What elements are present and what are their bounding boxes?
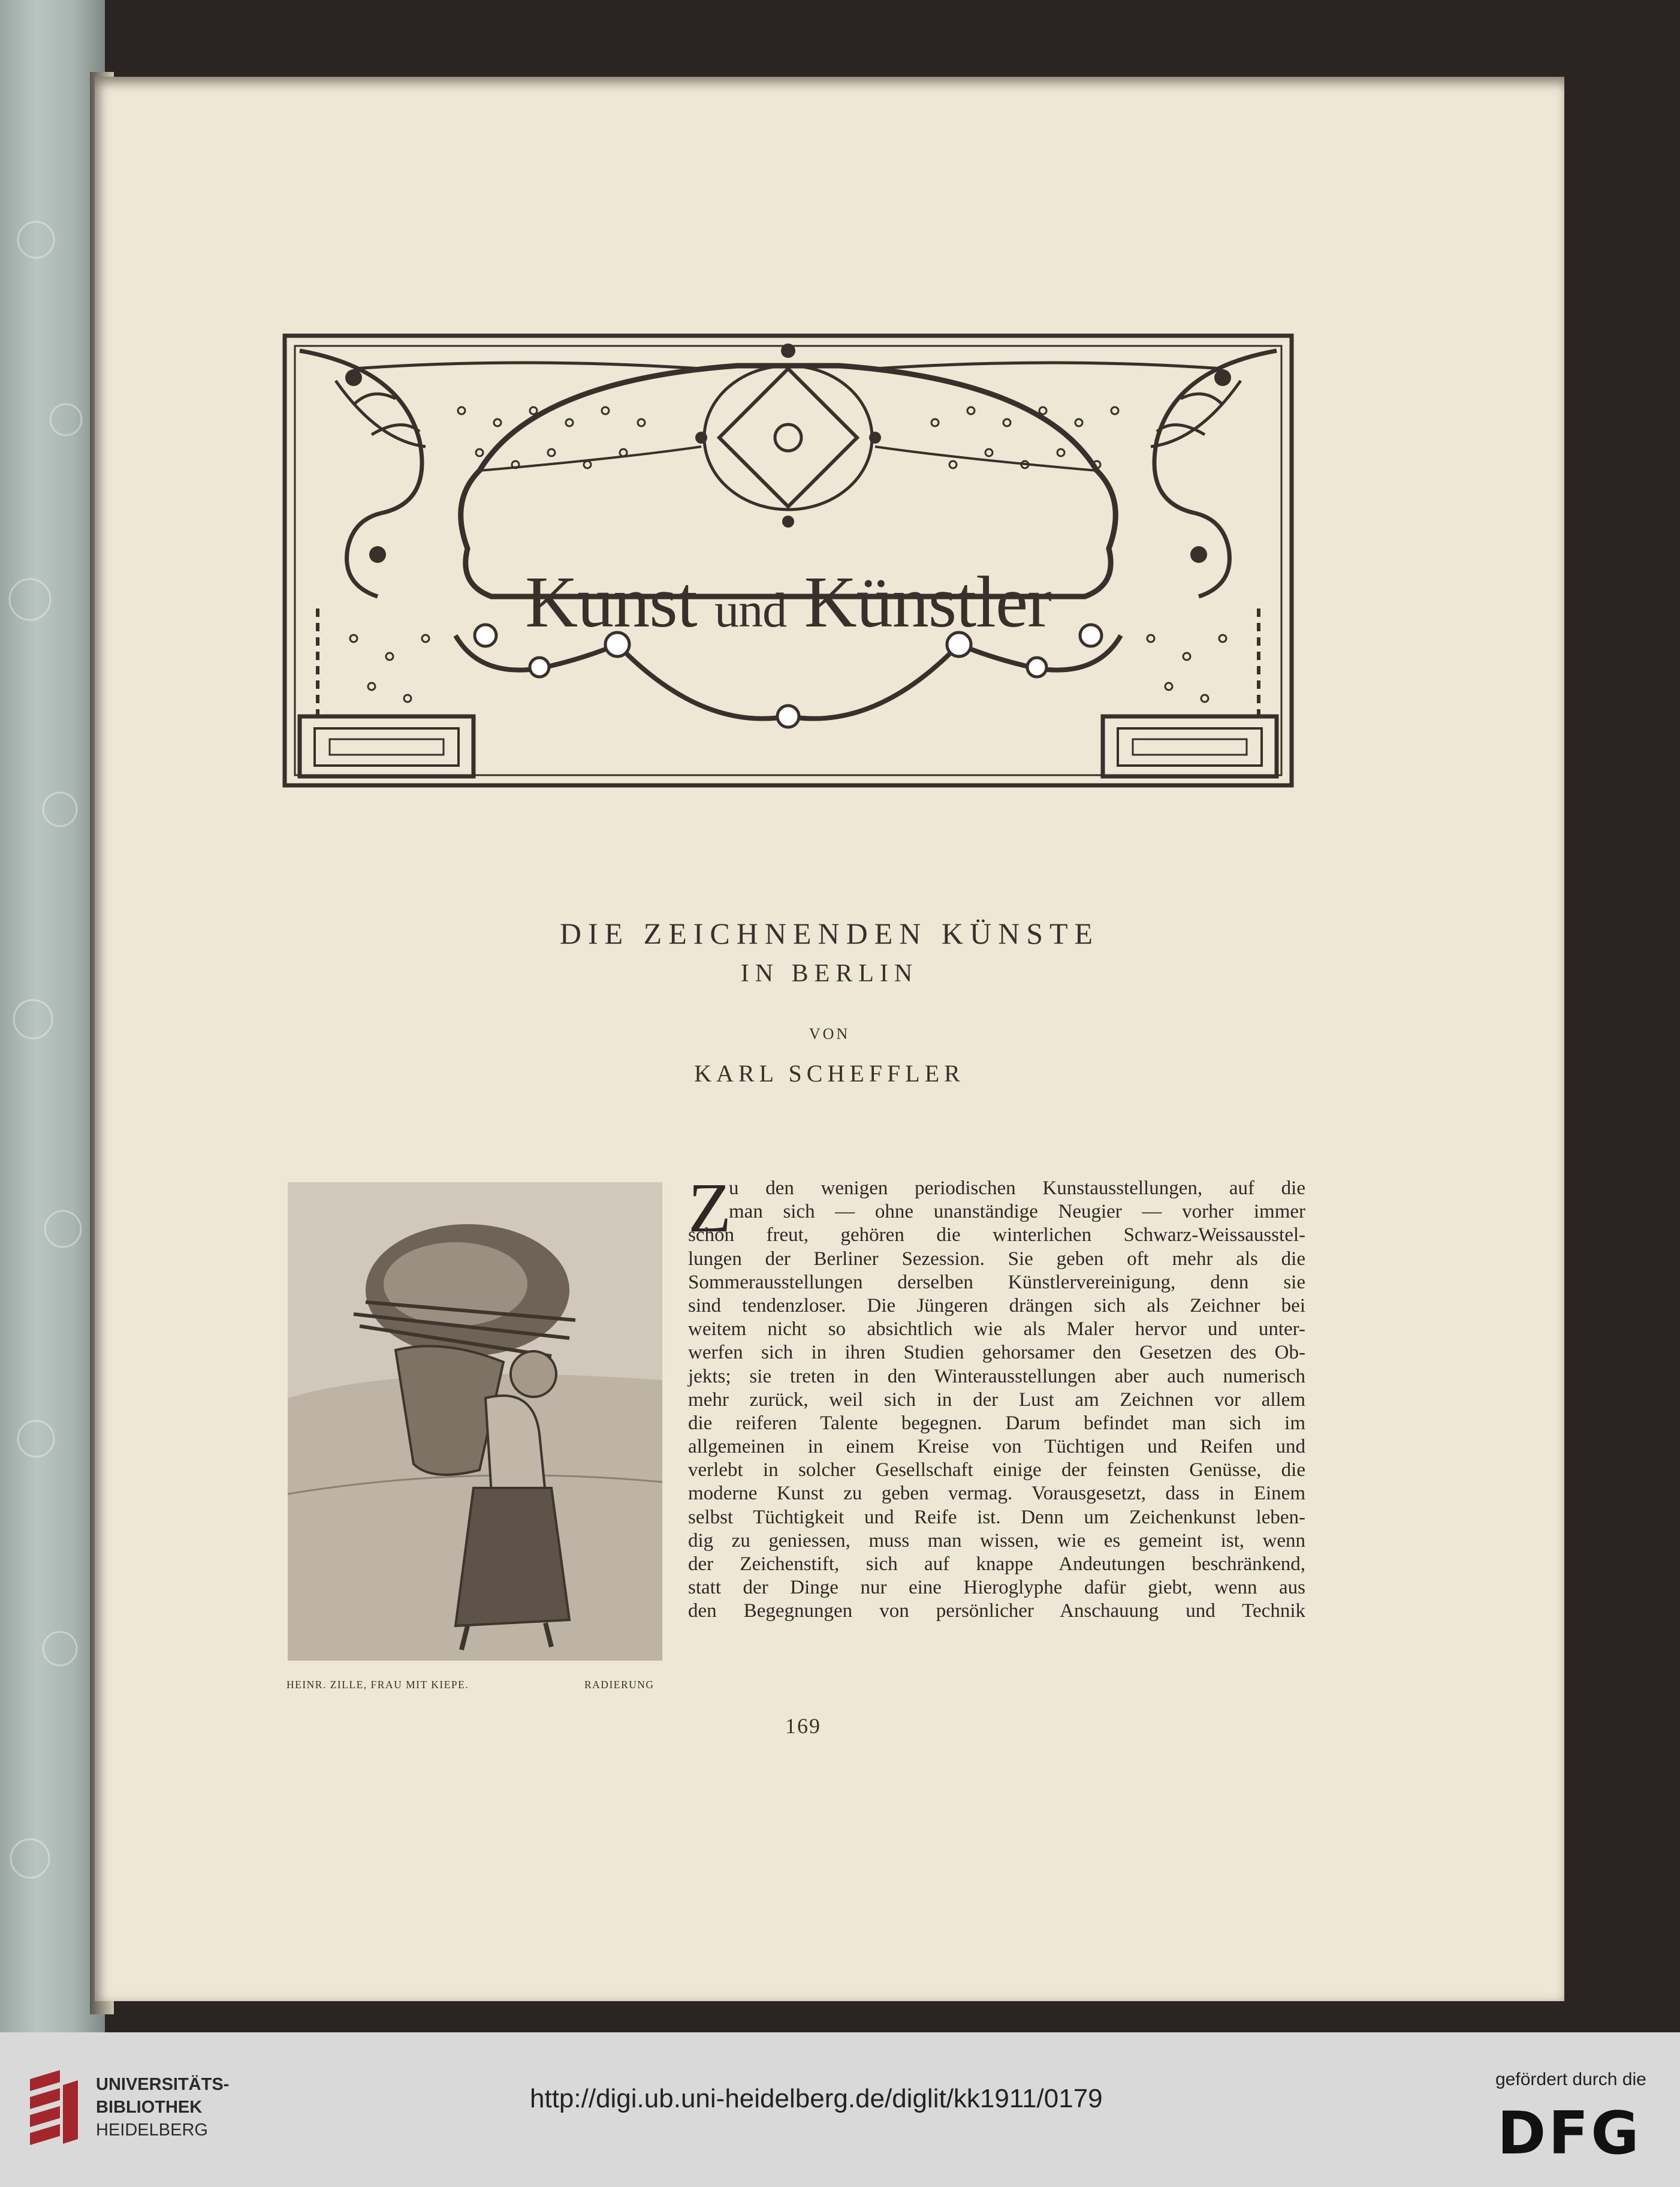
library-name-line2: BIBLIOTHEK: [96, 2098, 203, 2117]
body-line: sind tendenzloser. Die Jüngeren drängen sich als Zeichner bei: [688, 1294, 1305, 1317]
body-line: jekts; sie treten in den Winterausstellungen aber auch numerisch: [688, 1365, 1305, 1387]
body-line: mehr zurück, weil sich in der Lust am Zeichnen vor allem: [688, 1388, 1305, 1411]
body-line: die reiferen Talente begegnen. Darum befindet man sich im: [688, 1412, 1305, 1434]
library-name-line3: HEIDELBERG: [96, 2120, 208, 2140]
library-name: [96, 2073, 229, 2141]
body-line: u den wenigen periodischen Kunstausstellungen, auf die: [729, 1177, 1305, 1199]
body-line: werfen sich in ihren Studien gehorsamer den Gesetzen des Ob-: [688, 1342, 1305, 1364]
body-line: statt der Dinge nur eine Hieroglyphe dafür giebt, wenn aus: [688, 1577, 1305, 1599]
permalink-url[interactable]: http://digi.ub.uni-heidelberg.de/diglit/kk1911/0179: [530, 2084, 1103, 2113]
masthead-title-kunst: Kunst: [525, 562, 697, 643]
article-author: KARL SCHEFFLER: [694, 1060, 965, 1087]
etching-illustration: [288, 1182, 662, 1661]
byline-von: VON: [809, 1025, 850, 1043]
body-line: Sommerausstellungen derselben Künstlervereinigung, denn sie: [688, 1271, 1305, 1293]
body-line: allgemeinen in einem Kreise von Tüchtigen und Reifen und: [688, 1436, 1305, 1458]
body-line: der Zeichenstift, sich auf knappe Andeutungen beschränkend,: [688, 1553, 1305, 1575]
page-number: 169: [785, 1714, 821, 1738]
body-line: verlebt in solcher Gesellschaft einige der feinsten Genüsse, die: [688, 1459, 1305, 1481]
university-library-logo: [24, 2067, 84, 2157]
article-subtitle: IN BERLIN: [740, 960, 919, 987]
masthead-title-und: und: [714, 583, 787, 637]
etching-drawing: [288, 1182, 662, 1661]
footer-bar: [0, 2032, 1680, 2187]
article-body: [688, 1168, 1305, 1623]
library-name-line1: UNIVERSITÄTS-: [96, 2075, 230, 2094]
body-line: weitem nicht so absichtlich wie als Maler hervor und unter-: [688, 1318, 1305, 1340]
dfg-logo: DFG: [1497, 2099, 1642, 2168]
drop-cap: Z: [688, 1168, 732, 1247]
body-line: selbst Tüchtigkeit und Reife ist. Denn um Zeichenkunst leben-: [688, 1506, 1305, 1528]
binding-pattern: [0, 0, 105, 2032]
body-line: den Begegnungen von persönlicher Anschauung und Technik: [688, 1600, 1305, 1622]
body-line: lungen der Berliner Sezession. Sie geben oft mehr als die: [688, 1248, 1305, 1270]
figure-caption-technique: RADIERUNG: [584, 1679, 654, 1691]
body-line: dig zu geniessen, muss man wissen, wie es gemeint ist, wenn: [688, 1529, 1305, 1552]
body-line: moderne Kunst zu geben vermag. Vorausgesetzt, dass in Einem: [688, 1483, 1305, 1505]
body-line: man sich — ohne unanständige Neugier — vorher immer: [729, 1201, 1305, 1223]
funded-by-label: gefördert durch die: [1495, 2069, 1646, 2089]
masthead-title: [282, 561, 1295, 644]
body-line: schon freut, gehören die winterlichen Schwarz-Weissausstel-: [688, 1224, 1305, 1246]
book-binding: [0, 0, 105, 2032]
figure-caption-title: HEINR. ZILLE, FRAU MIT KIEPE.: [286, 1679, 469, 1691]
article-title: DIE ZEICHNENDEN KÜNSTE: [559, 917, 1100, 950]
masthead-title-kuenstler: Künstler: [804, 562, 1051, 643]
